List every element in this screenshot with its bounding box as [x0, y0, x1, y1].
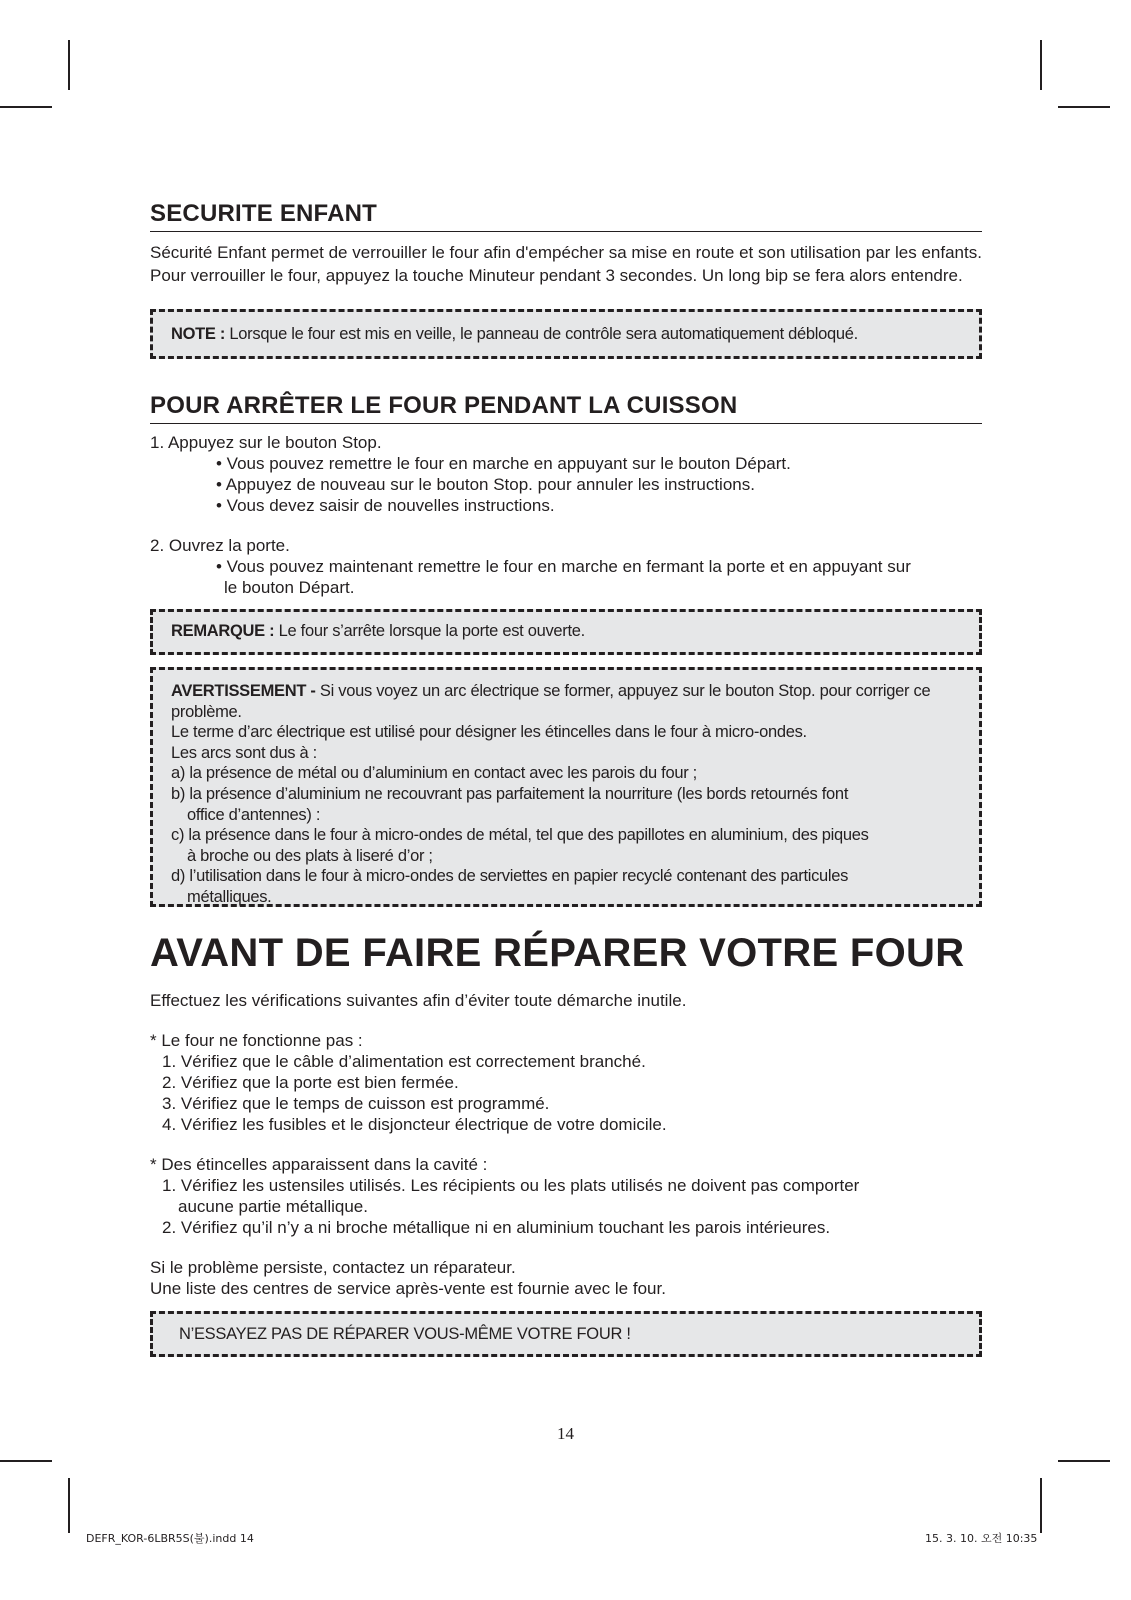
paragraph: Pour verrouiller le four, appuyez la touche Minuteur pendant 3 secondes. Un long bip se fera alors entendre. [150, 266, 963, 285]
check-item: 2. Vérifiez que la porte est bien fermée. [162, 1073, 459, 1092]
bullet-item: • Appuyez de nouveau sur le bouton Stop. pour annuler les instructions. [216, 475, 755, 494]
page-content [150, 200, 982, 1357]
closing-paragraph: Si le problème persiste, contactez un réparateur. [150, 1258, 516, 1277]
check-item-continuation: aucune partie métallique. [178, 1197, 368, 1216]
crop-mark [1058, 1460, 1110, 1462]
bullet-item: • Vous devez saisir de nouvelles instructions. [216, 496, 555, 515]
crop-mark [68, 1478, 70, 1533]
check-item: 3. Vérifiez que le temps de cuisson est programmé. [162, 1094, 550, 1113]
page-number: 14 [557, 1424, 574, 1443]
date-slug: 15. 3. 10. 오전 10:35 [925, 1532, 1038, 1545]
warning-line: a) la présence de métal ou d’aluminium en contact avec les parois du four ; [171, 764, 697, 783]
warning-item-continuation: office d’antennes) : [187, 805, 321, 824]
warning-item-continuation: métalliques. [187, 887, 272, 906]
final-warning-box [150, 1311, 982, 1357]
bullet-item: • Vous pouvez maintenant remettre le four en marche en fermant la porte et en appuyant sur [216, 557, 911, 576]
step-1: 1. Appuyez sur le bouton Stop. [150, 433, 382, 452]
warning-item: d) l’utilisation dans le four à micro-ondes de serviettes en papier recyclé contenant des particules [171, 867, 849, 886]
closing-paragraph: Une liste des centres de service après-vente est fournie avec le four. [150, 1279, 666, 1298]
note-box [150, 309, 982, 359]
case-title: * Des étincelles apparaissent dans la cavité : [150, 1155, 488, 1174]
crop-mark [0, 1460, 52, 1462]
crop-mark [68, 40, 70, 90]
check-item: 4. Vérifiez les fusibles et le disjoncteur électrique de votre domicile. [162, 1115, 667, 1134]
warning-line: Les arcs sont dus à : [171, 743, 317, 762]
warning-text: Si vous voyez un arc électrique se former, appuyez sur le bouton Stop. pour corriger ce problème. [171, 682, 931, 721]
warning-box [150, 667, 982, 907]
warning-item: c) la présence dans le four à micro-ondes de métal, tel que des papillotes en aluminium, des piques [171, 826, 869, 845]
warning-intro [171, 681, 961, 722]
remarque-label: REMARQUE : [171, 622, 275, 640]
crop-mark [0, 106, 52, 108]
crop-mark [1058, 106, 1110, 108]
bullet-item-continuation: le bouton Départ. [224, 578, 355, 597]
intro-paragraph: Effectuez les vérifications suivantes afin d’éviter toute démarche inutile. [150, 991, 687, 1010]
note-text: Lorsque le four est mis en veille, le panneau de contrôle sera automatiquement débloqué. [229, 325, 858, 343]
file-slug: DEFR_KOR-6LBR5S(불).indd 14 [86, 1532, 254, 1545]
warning-item: b) la présence d’aluminium ne recouvrant pas parfaitement la nourriture (les bords retournés font [171, 784, 849, 803]
section-title-avant-reparer: AVANT DE FAIRE RÉPARER VOTRE FOUR [150, 931, 965, 975]
remarque-box [150, 609, 982, 655]
paragraph: Sécurité Enfant permet de verrouiller le four afin d'empécher sa mise en route et son utilisation par les enfants. [150, 243, 982, 262]
final-warning-text: N’ESSAYEZ PAS DE RÉPARER VOUS-MÊME VOTRE FOUR ! [179, 1325, 631, 1343]
remarque-text: Le four s’arrête lorsque la porte est ouverte. [278, 622, 585, 640]
crop-mark [1040, 1478, 1042, 1533]
check-item: 2. Vérifiez qu’il n’y a ni broche métallique ni en aluminium touchant les parois intérieures. [162, 1218, 831, 1237]
check-item: 1. Vérifiez que le câble d’alimentation est correctement branché. [162, 1052, 646, 1071]
warning-line: Le terme d’arc électrique est utilisé pour désigner les étincelles dans le four à micro-ondes. [171, 723, 807, 742]
section-title-securite-enfant: SECURITE ENFANT [150, 200, 982, 232]
check-item: 1. Vérifiez les ustensiles utilisés. Les récipients ou les plats utilisés ne doivent pas comporter [162, 1176, 860, 1195]
crop-mark [1040, 40, 1042, 90]
note-label: NOTE : [171, 325, 226, 343]
warning-label: AVERTISSEMENT - [171, 682, 316, 700]
bullet-item: • Vous pouvez remettre le four en marche en appuyant sur le bouton Départ. [216, 454, 791, 473]
section-title-arreter-four: POUR ARRÊTER LE FOUR PENDANT LA CUISSON [150, 392, 982, 424]
step-2: 2. Ouvrez la porte. [150, 536, 290, 555]
case-title: * Le four ne fonctionne pas : [150, 1031, 363, 1050]
warning-item-continuation: à broche ou des plats à liseré d’or ; [187, 846, 433, 865]
